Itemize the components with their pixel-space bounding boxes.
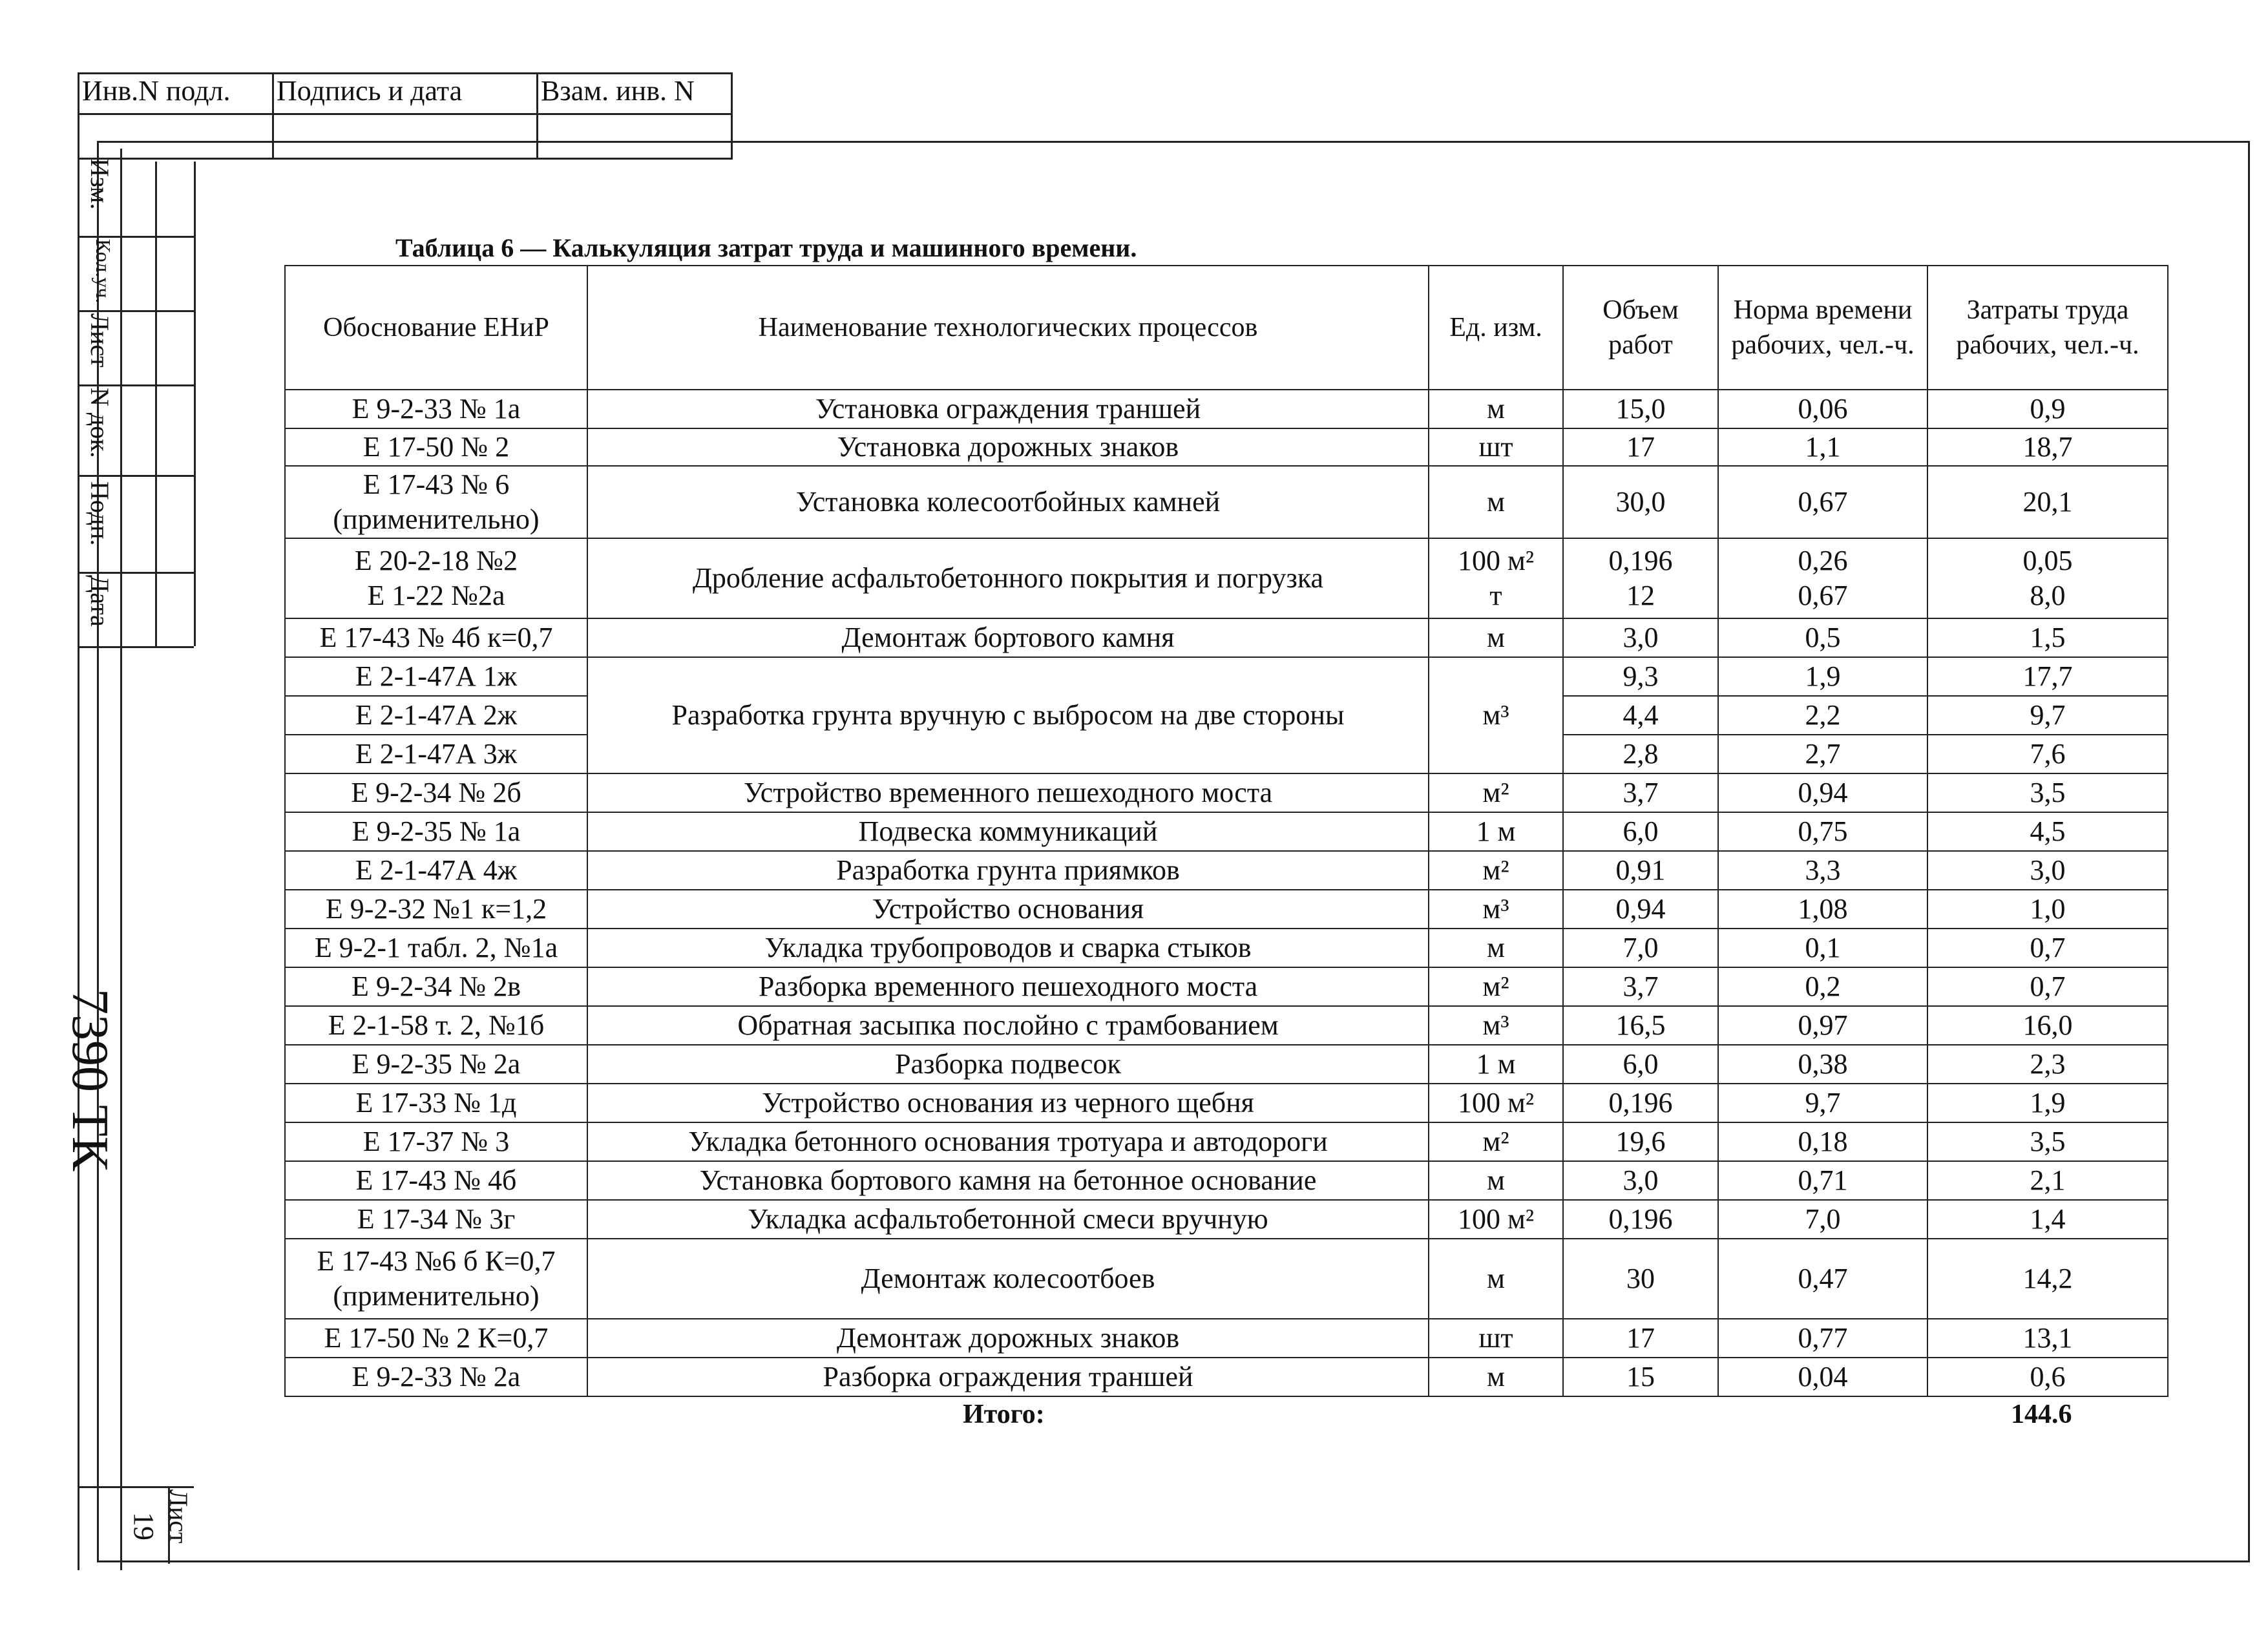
labor-cell: 20,1	[1927, 466, 2168, 538]
labor-line: 8,0	[2030, 580, 2066, 611]
basis-cell: Е 9-2-35 № 1а	[285, 812, 587, 851]
volume-cell: 9,3	[1563, 657, 1718, 696]
basis-cell: Е 17-43 № 4б	[285, 1161, 587, 1200]
norm-cell: 0,2	[1718, 967, 1927, 1006]
process-cell: Установка бортового камня на бетонное основание	[587, 1161, 1429, 1200]
col-header-norm: Норма времени рабочих, чел.-ч.	[1718, 266, 1927, 390]
side-stamp-divider	[120, 149, 122, 1570]
volume-cell: 3,0	[1563, 618, 1718, 657]
basis-cell: Е 17-43 № 6 (применительно)	[285, 466, 587, 538]
unit-cell: м²	[1429, 967, 1563, 1006]
labor-cell	[1927, 538, 2168, 618]
unit-cell: м	[1429, 929, 1563, 967]
basis-cell: Е 9-2-32 №1 к=1,2	[285, 890, 587, 929]
process-cell: Устройство временного пешеходного моста	[587, 773, 1429, 812]
table-row	[285, 1200, 2168, 1239]
volume-cell: 30	[1563, 1239, 1718, 1319]
labor-cell: 1,5	[1927, 618, 2168, 657]
basis-cell: Е 17-50 № 2 К=0,7	[285, 1319, 587, 1358]
table-row	[285, 538, 2168, 618]
table-row	[285, 1122, 2168, 1161]
labor-cell: 7,6	[1927, 735, 2168, 773]
volume-cell: 4,4	[1563, 696, 1718, 735]
norm-cell: 3,3	[1718, 851, 1927, 890]
unit-line: 100 м²	[1457, 545, 1535, 576]
unit-cell: м	[1429, 466, 1563, 538]
side-stamp-divider	[194, 162, 196, 646]
process-cell: Укладка бетонного основания тротуара и автодороги	[587, 1122, 1429, 1161]
table-row	[285, 466, 2168, 538]
process-cell: Демонтаж колесоотбоев	[587, 1239, 1429, 1319]
basis-cell: Е 2-1-47А 4ж	[285, 851, 587, 890]
basis-cell: Е 2-1-47А 2ж	[285, 696, 587, 735]
document-code: 7390 ТК	[61, 989, 118, 1171]
table-row	[285, 390, 2168, 428]
norm-cell: 0,06	[1718, 390, 1927, 428]
labor-cell: 3,0	[1927, 851, 2168, 890]
table-row	[285, 657, 2168, 696]
volume-line: 0,196	[1608, 545, 1673, 576]
norm-cell: 0,67	[1718, 466, 1927, 538]
unit-cell: м²	[1429, 1122, 1563, 1161]
table-row	[285, 967, 2168, 1006]
volume-cell: 2,8	[1563, 735, 1718, 773]
table-row	[285, 812, 2168, 851]
side-stamp-divider	[78, 310, 194, 312]
table-header-row	[285, 266, 2168, 390]
labor-cell: 13,1	[1927, 1319, 2168, 1358]
labor-cell: 2,1	[1927, 1161, 2168, 1200]
norm-cell: 0,94	[1718, 773, 1927, 812]
basis-cell: Е 9-2-34 № 2б	[285, 773, 587, 812]
table-row	[285, 1045, 2168, 1084]
process-cell: Устройство основания из черного щебня	[587, 1084, 1429, 1122]
table-row	[285, 1358, 2168, 1396]
side-stamp-kol-uch: Кол.уч.	[92, 239, 115, 304]
side-stamp-data: Дата	[85, 575, 114, 627]
norm-cell: 0,18	[1718, 1122, 1927, 1161]
side-stamp-border	[78, 149, 79, 1570]
total-value: 144.6	[2011, 1400, 2072, 1429]
unit-cell: м³	[1429, 657, 1563, 773]
basis-cell: Е 9-2-34 № 2в	[285, 967, 587, 1006]
basis-cell: Е 17-43 №6 б К=0,7 (применительно)	[285, 1239, 587, 1319]
norm-cell: 1,9	[1718, 657, 1927, 696]
volume-cell: 3,7	[1563, 967, 1718, 1006]
basis-cell: Е 17-50 № 2	[285, 428, 587, 466]
basis-cell: Е 9-2-1 табл. 2, №1а	[285, 929, 587, 967]
table-title: Таблица 6 — Калькуляция затрат труда и машинного времени.	[395, 233, 1137, 262]
table-row	[285, 1161, 2168, 1200]
labor-cell: 0,7	[1927, 967, 2168, 1006]
basis-cell: Е 9-2-33 № 1а	[285, 390, 587, 428]
table-row	[285, 428, 2168, 466]
total-label: Итого:	[963, 1400, 1045, 1429]
volume-cell: 17	[1563, 1319, 1718, 1358]
process-cell: Разработка грунта вручную с выбросом на две стороны	[587, 657, 1429, 773]
process-cell: Подвеска коммуникаций	[587, 812, 1429, 851]
process-cell: Укладка асфальтобетонной смеси вручную	[587, 1200, 1429, 1239]
table-row	[285, 1239, 2168, 1319]
side-stamp-list: Лист	[85, 313, 114, 368]
side-stamp-divider	[78, 384, 194, 386]
side-stamp-divider	[78, 236, 194, 238]
volume-cell: 3,0	[1563, 1161, 1718, 1200]
basis-line: Е 20-2-18 №2	[354, 545, 518, 576]
side-stamp-podp: Подп.	[85, 481, 114, 546]
volume-cell: 30,0	[1563, 466, 1718, 538]
table-row	[285, 851, 2168, 890]
process-cell: Демонтаж дорожных знаков	[587, 1319, 1429, 1358]
volume-line: 12	[1626, 580, 1655, 611]
volume-cell: 6,0	[1563, 1045, 1718, 1084]
col-header-labor: Затраты труда рабочих, чел.-ч.	[1927, 266, 2168, 390]
process-cell: Разборка подвесок	[587, 1045, 1429, 1084]
norm-cell: 7,0	[1718, 1200, 1927, 1239]
unit-cell: м	[1429, 1358, 1563, 1396]
unit-cell: 1 м	[1429, 812, 1563, 851]
inv-orig-label: Инв.N подл.	[79, 74, 273, 114]
process-cell: Дробление асфальтобетонного покрытия и погрузка	[587, 538, 1429, 618]
volume-cell: 17	[1563, 428, 1718, 466]
process-cell: Разборка временного пешеходного моста	[587, 967, 1429, 1006]
sheet-number: 19	[128, 1512, 160, 1540]
volume-cell: 0,94	[1563, 890, 1718, 929]
norm-line: 0,67	[1798, 580, 1848, 611]
volume-cell: 3,7	[1563, 773, 1718, 812]
side-stamp-n-dok: N док.	[85, 388, 114, 458]
labor-cell: 18,7	[1927, 428, 2168, 466]
basis-cell	[285, 538, 587, 618]
table-row	[285, 773, 2168, 812]
norm-line: 0,26	[1798, 545, 1848, 576]
col-header-unit: Ед. изм.	[1429, 266, 1563, 390]
unit-line: т	[1489, 580, 1502, 611]
labor-cell: 1,9	[1927, 1084, 2168, 1122]
norm-cell: 0,77	[1718, 1319, 1927, 1358]
basis-cell: Е 9-2-33 № 2а	[285, 1358, 587, 1396]
col-header-basis: Обоснование ЕНиР	[285, 266, 587, 390]
process-cell: Обратная засыпка послойно с трамбованием	[587, 1006, 1429, 1045]
side-stamp-divider	[78, 1486, 194, 1488]
process-cell: Устройство основания	[587, 890, 1429, 929]
unit-cell: 1 м	[1429, 1045, 1563, 1084]
unit-cell: м	[1429, 618, 1563, 657]
norm-cell: 0,5	[1718, 618, 1927, 657]
volume-cell: 15,0	[1563, 390, 1718, 428]
inv-replace-label: Взам. инв. N	[538, 74, 732, 114]
norm-cell: 0,47	[1718, 1239, 1927, 1319]
basis-cell: Е 2-1-58 т. 2, №1б	[285, 1006, 587, 1045]
labor-cell: 4,5	[1927, 812, 2168, 851]
norm-cell: 0,75	[1718, 812, 1927, 851]
norm-cell: 2,7	[1718, 735, 1927, 773]
volume-cell: 16,5	[1563, 1006, 1718, 1045]
process-cell: Разработка грунта приямков	[587, 851, 1429, 890]
norm-cell: 0,1	[1718, 929, 1927, 967]
volume-cell: 0,196	[1563, 1200, 1718, 1239]
volume-cell: 15	[1563, 1358, 1718, 1396]
volume-cell	[1563, 538, 1718, 618]
labor-cell: 17,7	[1927, 657, 2168, 696]
labor-cell: 0,7	[1927, 929, 2168, 967]
unit-cell: шт	[1429, 1319, 1563, 1358]
norm-cell: 1,08	[1718, 890, 1927, 929]
labor-cell: 2,3	[1927, 1045, 2168, 1084]
basis-cell: Е 17-43 № 4б к=0,7	[285, 618, 587, 657]
labor-cell: 3,5	[1927, 773, 2168, 812]
basis-cell: Е 17-34 № 3г	[285, 1200, 587, 1239]
volume-cell: 19,6	[1563, 1122, 1718, 1161]
table-row	[285, 1006, 2168, 1045]
norm-cell: 0,38	[1718, 1045, 1927, 1084]
table-row	[285, 929, 2168, 967]
unit-cell: м²	[1429, 851, 1563, 890]
basis-cell: Е 17-37 № 3	[285, 1122, 587, 1161]
sheet-label: Лист	[164, 1489, 193, 1544]
unit-cell: 100 м²	[1429, 1084, 1563, 1122]
table-row	[285, 890, 2168, 929]
labor-calculation-table	[284, 265, 2168, 1397]
process-cell: Установка дорожных знаков	[587, 428, 1429, 466]
labor-cell: 14,2	[1927, 1239, 2168, 1319]
table-row	[285, 1084, 2168, 1122]
unit-cell: м	[1429, 1239, 1563, 1319]
signature-date-label: Подпись и дата	[273, 74, 538, 114]
norm-cell	[1718, 538, 1927, 618]
unit-cell: 100 м²	[1429, 1200, 1563, 1239]
norm-cell: 9,7	[1718, 1084, 1927, 1122]
table-row	[285, 618, 2168, 657]
volume-cell: 0,196	[1563, 1084, 1718, 1122]
unit-cell: м²	[1429, 773, 1563, 812]
process-cell: Разборка ограждения траншей	[587, 1358, 1429, 1396]
norm-cell: 0,04	[1718, 1358, 1927, 1396]
side-stamp-divider	[78, 646, 194, 648]
labor-line: 0,05	[2022, 545, 2073, 576]
volume-cell: 0,91	[1563, 851, 1718, 890]
unit-cell: шт	[1429, 428, 1563, 466]
labor-cell: 1,0	[1927, 890, 2168, 929]
unit-cell: м	[1429, 390, 1563, 428]
labor-cell: 9,7	[1927, 696, 2168, 735]
unit-cell: м	[1429, 1161, 1563, 1200]
basis-line: Е 1-22 №2а	[367, 580, 505, 611]
volume-cell: 6,0	[1563, 812, 1718, 851]
basis-cell: Е 2-1-47А 1ж	[285, 657, 587, 696]
basis-cell: Е 9-2-35 № 2а	[285, 1045, 587, 1084]
process-cell: Укладка трубопроводов и сварка стыков	[587, 929, 1429, 967]
col-header-volume: Объем работ	[1563, 266, 1718, 390]
basis-cell: Е 17-33 № 1д	[285, 1084, 587, 1122]
side-stamp-divider	[78, 475, 194, 477]
norm-cell: 0,71	[1718, 1161, 1927, 1200]
process-cell: Установка колесоотбойных камней	[587, 466, 1429, 538]
volume-cell: 7,0	[1563, 929, 1718, 967]
labor-cell: 0,6	[1927, 1358, 2168, 1396]
unit-cell: м³	[1429, 890, 1563, 929]
norm-cell: 1,1	[1718, 428, 1927, 466]
basis-cell: Е 2-1-47А 3ж	[285, 735, 587, 773]
unit-cell: м³	[1429, 1006, 1563, 1045]
labor-cell: 3,5	[1927, 1122, 2168, 1161]
process-cell: Демонтаж бортового камня	[587, 618, 1429, 657]
col-header-process: Наименование технологических процессов	[587, 266, 1429, 390]
process-cell: Установка ограждения траншей	[587, 390, 1429, 428]
unit-cell	[1429, 538, 1563, 618]
labor-cell: 0,9	[1927, 390, 2168, 428]
side-stamp-izm: Изм.	[85, 158, 114, 210]
norm-cell: 0,97	[1718, 1006, 1927, 1045]
table-row	[285, 1319, 2168, 1358]
labor-cell: 16,0	[1927, 1006, 2168, 1045]
norm-cell: 2,2	[1718, 696, 1927, 735]
side-stamp-divider	[78, 572, 194, 574]
labor-cell: 1,4	[1927, 1200, 2168, 1239]
